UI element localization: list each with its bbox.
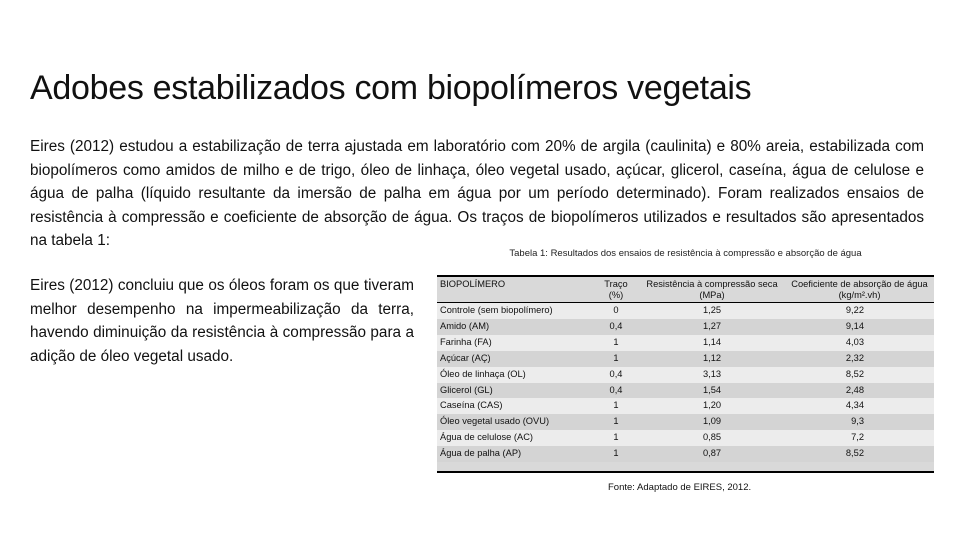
cell-biopolymer: Água de celulose (AC) <box>437 430 593 446</box>
cell-biopolymer: Óleo de linhaça (OL) <box>437 367 593 383</box>
table-caption: Tabela 1: Resultados dos ensaios de resistência à compressão e absorção de água <box>509 248 862 259</box>
table-source: Fonte: Adaptado de EIRES, 2012. <box>608 482 752 493</box>
cell-biopolymer: Controle (sem biopolímero) <box>437 303 593 319</box>
cell-resistance: 1,25 <box>639 303 785 319</box>
header-absorption: Coeficiente de absorção de água (kg/m².vh) <box>785 277 934 303</box>
table-row <box>437 367 934 383</box>
results-table-grid <box>437 277 934 462</box>
cell-trace: 1 <box>593 414 639 430</box>
cell-biopolymer: Água de palha (AP) <box>437 446 593 462</box>
cell-absorption: 9,3 <box>785 414 934 430</box>
header-resistance: Resistência à compressão seca (MPa) <box>639 277 785 303</box>
cell-absorption: 9,22 <box>785 303 934 319</box>
cell-absorption: 4,03 <box>785 335 934 351</box>
cell-absorption: 8,52 <box>785 367 934 383</box>
table-row <box>437 335 934 351</box>
table-row <box>437 383 934 399</box>
cell-absorption: 8,52 <box>785 446 934 462</box>
cell-trace: 1 <box>593 430 639 446</box>
table-row <box>437 446 934 462</box>
intro-paragraph: Eires (2012) estudou a estabilização de terra ajustada em laboratório com 20% de argila (caulinita) e 80% areia, estabilizada com biopolímeros como amidos de milho e de trigo, óleo de linhaça, óleo vegetal usado, açúcar, glicerol, caseína, água de celulose e água de palha (líquido resultante da imersão de palha em água por um período determinado). Foram realizados ensaios de resistência à compressão e coeficiente de absorção de água. Os traços de biopolímeros utilizados e resultados são apresentados na tabela 1: <box>30 138 924 249</box>
cell-biopolymer: Glicerol (GL) <box>437 383 593 399</box>
cell-biopolymer: Caseína (CAS) <box>437 398 593 414</box>
cell-trace: 1 <box>593 446 639 462</box>
cell-resistance: 1,09 <box>639 414 785 430</box>
cell-trace: 1 <box>593 351 639 367</box>
table-row <box>437 319 934 335</box>
cell-biopolymer: Açúcar (AÇ) <box>437 351 593 367</box>
cell-resistance: 1,54 <box>639 383 785 399</box>
slide-title: Adobes estabilizados com biopolímeros vegetais <box>30 68 752 107</box>
cell-trace: 0,4 <box>593 383 639 399</box>
cell-trace: 0 <box>593 303 639 319</box>
cell-trace: 1 <box>593 398 639 414</box>
cell-resistance: 0,87 <box>639 446 785 462</box>
cell-resistance: 3,13 <box>639 367 785 383</box>
cell-absorption: 2,48 <box>785 383 934 399</box>
cell-trace: 0,4 <box>593 367 639 383</box>
cell-biopolymer: Óleo vegetal usado (OVU) <box>437 414 593 430</box>
cell-absorption: 9,14 <box>785 319 934 335</box>
cell-biopolymer: Farinha (FA) <box>437 335 593 351</box>
table-header-row <box>437 277 934 303</box>
cell-absorption: 4,34 <box>785 398 934 414</box>
conclusion-paragraph: Eires (2012) concluiu que os óleos foram os que tiveram melhor desempenho na impermeabilização da terra, havendo diminuição da resistência à compressão para a adição de óleo vegetal usado. <box>30 277 414 365</box>
header-trace: Traço (%) <box>593 277 639 303</box>
table-row <box>437 414 934 430</box>
cell-trace: 0,4 <box>593 319 639 335</box>
results-table <box>437 275 934 473</box>
header-biopolymer: BIOPOLÍMERO <box>437 277 593 303</box>
table-row <box>437 351 934 367</box>
table-row <box>437 430 934 446</box>
table-body <box>437 303 934 463</box>
cell-resistance: 1,12 <box>639 351 785 367</box>
cell-trace: 1 <box>593 335 639 351</box>
cell-resistance: 1,20 <box>639 398 785 414</box>
table-row <box>437 303 934 319</box>
table-row <box>437 398 934 414</box>
cell-absorption: 2,32 <box>785 351 934 367</box>
cell-resistance: 1,27 <box>639 319 785 335</box>
cell-resistance: 0,85 <box>639 430 785 446</box>
cell-absorption: 7,2 <box>785 430 934 446</box>
cell-resistance: 1,14 <box>639 335 785 351</box>
cell-biopolymer: Amido (AM) <box>437 319 593 335</box>
